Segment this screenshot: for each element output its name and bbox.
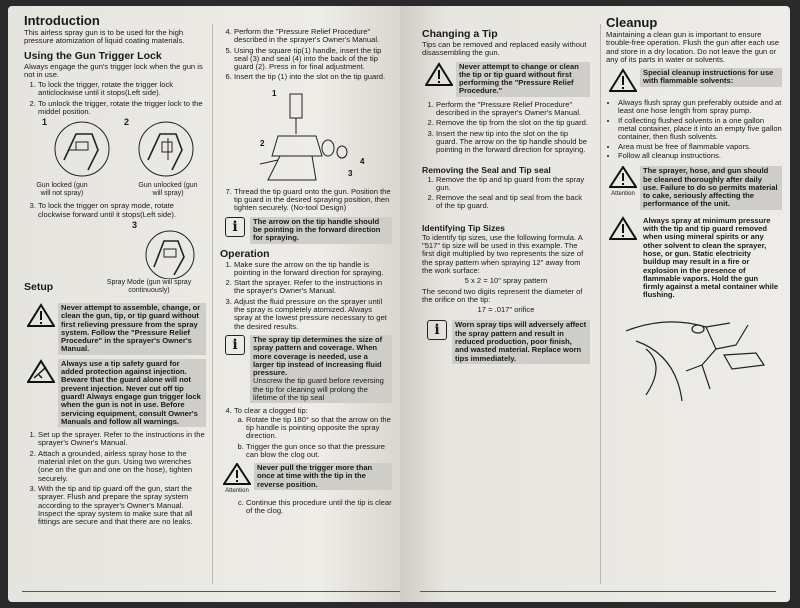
right-column-divider: [600, 24, 601, 584]
spray-mode-figure: [24, 221, 206, 279]
cleanup-bullets: [606, 99, 782, 160]
warning-reverse-text: Never pull the trigger more than once at time with the tip in the reverse position.: [254, 463, 392, 490]
assembly-step-4: 4. Perform the "Pressure Relief Procedure" described in the sprayer's Owner's Manual.: [234, 28, 392, 45]
right-page: [400, 6, 790, 602]
intro-title: Introduction: [24, 13, 100, 28]
cleanup-bullet-1: • Always flush spray gun preferably outside and at least one hose length from spray pump.: [618, 99, 782, 116]
info-arrow-direction: [220, 217, 392, 244]
removing-steps: [422, 176, 590, 211]
attention-icon: [220, 463, 254, 495]
cleanup-bullet-3: • Area must be free of flammable vapors.: [618, 143, 782, 151]
removing-step-1: 1. Remove the tip and tip guard from the spray gun.: [436, 176, 590, 193]
changing-step-3: 3. Insert the new tip into the slot on the tip guard. The arrow on the tip handle should be pointing in the forward direction for spraying.: [436, 130, 590, 155]
info-spray-tip-normal: Unscrew the tip guard before reversing the tip for cleaning will prolong the lifetime of the tip seal: [253, 376, 384, 403]
right-col-1: [422, 28, 590, 368]
info-icon: i: [225, 335, 245, 355]
warning-static-text: Always spray at minimum pressure with the tip and tip guard removed when using mineral spirits or any other solvent to clean the sprayer, hose, or gun. Static electricity buildup may result in a fire or explosion in the presence of flammable vapors. Hold the gun firmly against a metal container while flushing.: [643, 215, 779, 300]
info-spray-tip-bold: The spray tip determines the size of spray pattern and coverage. When more coverage is needed, use a larger tip instead of increasing fluid pressure.: [253, 334, 383, 378]
step-7-list: [220, 188, 392, 213]
gun-unlocked-illustration: [138, 120, 194, 178]
setup-steps: [24, 431, 206, 526]
step-7: 7. Thread the tip guard onto the gun. Position the tip guard in the desired spraying position, then tighten securely. (No-tool Design): [234, 188, 392, 213]
info-spray-tip: [220, 335, 392, 403]
clog-substep-c-list: [220, 499, 392, 516]
spray-mode-illustration: [142, 229, 198, 279]
warning-reverse-trigger: [220, 463, 392, 495]
info-icon: i: [427, 320, 447, 340]
diagram-label-2: 2: [260, 138, 265, 148]
operation-title: Operation: [220, 247, 270, 260]
fig1-number: 1: [42, 117, 48, 128]
cleanup-bullet-2: • If collecting flushed solvents in a one gallon metal container, place it into an empty five gallon container, then flush solvents.: [618, 117, 782, 142]
removing-step-2: 2. Remove the seal and tip seal from the back of the tip guard.: [436, 194, 590, 211]
info-worn-tips-text: Worn spray tips will adversely affect the spray pattern and result in reduced production, poor finish, and wasted material. Replace worn tips immediately.: [452, 320, 590, 363]
operation-step-3: 3. Adjust the fluid pressure on the sprayer until the spray is completely atomized. Always spray at the lowest pressure necessary to get the desired results.: [234, 298, 392, 331]
changing-title: Changing a Tip: [422, 28, 498, 40]
warning-triangle-icon: [606, 216, 640, 243]
lock-text: Always engage the gun's trigger lock when the gun is not in use.: [24, 61, 203, 79]
attention-icon: [606, 166, 640, 198]
lock-step-3: 3. To lock the trigger on spray mode, rotate clockwise forward until it stops(Left side).: [38, 202, 206, 219]
diagram-label-1: 1: [272, 88, 277, 98]
info-worn-tips: [422, 320, 590, 363]
operation-step-2: 2. Start the sprayer. Refer to the instructions in the sprayer's Owner's Manual.: [234, 279, 392, 296]
identify-text-2: The second two digits represent the diameter of the orifice on the tip:: [422, 286, 583, 304]
setup-step-1: 1. Set up the sprayer. Refer to the instructions in the sprayer's Owner's Manual.: [38, 431, 206, 448]
flushing-figure: [606, 305, 782, 405]
diagram-label-4: 4: [360, 156, 365, 166]
fig3-caption: Spray Mode (gun will spray continuously): [106, 278, 192, 294]
changing-step-1: 1. Perform the "Pressure Relief Procedure" described in the sprayer's Owner's Manual.: [436, 101, 590, 118]
fig2-number: 2: [124, 117, 130, 128]
setup-step-3: 3. With the tip and tip guard off the gun, start the sprayer. Flush and prepare the spray system according to the sprayer's Owner's Manual. Inspect the spray system to make sure that all fittings are secure and that there are no leaks.: [38, 485, 206, 526]
warning-flammable: [606, 68, 782, 95]
setup-step-2: 2. Attach a grounded, airless spray hose to the material inlet on the gun. Using two wrenches (one on the gun and one on the hose), tighten securely.: [38, 450, 206, 483]
identify-text-1: To identify tip sizes, use the following formula. A "517" tip size will be used in this example. The first digit multiplied by two represents the size of the spray pattern when spraying 12" away from the work surface:: [422, 232, 584, 275]
fig-captions: [24, 182, 206, 198]
left-col-1: [24, 14, 206, 528]
attention-label: Attention: [611, 191, 635, 198]
fig3-number: 3: [132, 219, 138, 230]
assembly-step-5: 5. Using the square tip(1) handle, insert the tip seal (3) and seal (4) into the back of the tip guard (2). Press in for final adjustment.: [234, 47, 392, 72]
injection-hazard-icon: [24, 359, 58, 386]
intro-text: This airless spray gun is to be used for the high pressure atomization of liquid coating materials.: [24, 28, 185, 46]
warning-assemble: [24, 303, 206, 355]
lock-step-3-list: [24, 202, 206, 219]
left-col-2: [220, 28, 392, 518]
clog-substep-c: c. Continue this procedure until the tip is clear of the clog.: [246, 499, 392, 516]
warning-triangle-icon: [24, 303, 58, 330]
tip-assembly-diagram: [220, 84, 392, 188]
trigger-lock-figures: [24, 118, 206, 178]
changing-step-2: 2. Remove the tip from the slot on the tip guard.: [436, 119, 590, 127]
fig2-caption: Gun unlocked (gun will spray): [138, 182, 198, 198]
clog-step-list: [220, 407, 392, 459]
info-spray-tip-box: [250, 335, 392, 403]
attention-label: Attention: [225, 488, 249, 495]
warning-static: [606, 216, 782, 301]
assembly-step-6: 6. Insert the tip (1) into the slot on the tip guard.: [234, 73, 392, 81]
cleanup-text: Maintaining a clean gun is important to ensure trouble-free operation. Flush the gun after each use and store in a dry location. Do not leave the gun or any of its parts in water or solvents.: [606, 30, 780, 64]
left-bottom-rule: [22, 591, 400, 592]
fig1-caption: Gun locked (gun will not spray): [36, 182, 88, 198]
identify-title: Identifying Tip Sizes: [422, 222, 505, 233]
changing-text: Tips can be removed and replaced easily without disassembling the gun.: [422, 40, 587, 58]
assembly-steps: [220, 28, 392, 82]
right-bottom-rule: [420, 591, 776, 592]
clog-step-4: [234, 407, 392, 459]
warning-triangle-icon: [606, 68, 640, 95]
setup-title: Setup: [24, 280, 54, 293]
diagram-label-3: 3: [348, 168, 353, 178]
operation-step-1: 1. Make sure the arrow on the tip handle is pointing in the forward direction for spraying.: [234, 261, 392, 278]
warning-daily-text: The sprayer, hose, and gun should be cleaned thoroughly after daily use. Failure to do so permits material to cake, seriously affecting the performance of the unit.: [640, 166, 782, 209]
info-arrow-text: The arrow on the tip handle should be pointing in the forward direction for spraying.: [250, 217, 392, 244]
warning-injection: [24, 359, 206, 427]
cleanup-bullet-4: • Follow all cleanup instructions.: [618, 152, 782, 160]
warning-change-tip-text: Never attempt to change or clean the tip or tip guard without first performing the "Pressure Relief Procedure.": [456, 62, 590, 97]
warning-injection-text: Always use a tip safety guard for added protection against injection. Beware that the guard alone will not prevent injection. Never cut off tip guard! Always engage gun trigger lock when the gun is not in use. Before servicing equipment, consult Owner's Manuals and follow all warnings.: [58, 359, 206, 427]
operation-steps: [220, 261, 392, 331]
formula-spray-pattern: 5 x 2 = 10" spray pattern: [464, 276, 548, 286]
warning-assemble-text: Never attempt to assemble, change, or clean the gun, tip, or tip guard without first relieving pressure from the spray system. Follow the "Pressure Relief Procedure" in the sprayer's Owner's Manual.: [58, 303, 206, 355]
info-icon: i: [225, 217, 245, 237]
lock-steps: [24, 81, 206, 116]
tip-assembly-illustration: [220, 84, 392, 188]
changing-steps: [422, 101, 590, 155]
warning-change-tip: [422, 62, 590, 97]
left-column-divider: [212, 24, 213, 584]
warning-triangle-icon: [422, 62, 456, 89]
flushing-gun-illustration: [606, 305, 782, 405]
right-col-2: [606, 16, 782, 405]
formula-orifice: 17 = .017" orifice: [477, 305, 535, 315]
warning-daily-cleaning: [606, 166, 782, 209]
clog-substeps: [234, 416, 392, 459]
gun-locked-illustration: [54, 120, 110, 178]
removing-title: Removing the Seal and Tip seal: [422, 164, 551, 175]
lock-step-2: 2. To unlock the trigger, rotate the trigger lock to the middel position.: [38, 100, 206, 117]
lock-step-1: 1. To lock the trigger, rotate the trigger lock anticlockwise until it stops(Left side).: [38, 81, 206, 98]
cleanup-title: Cleanup: [606, 15, 658, 30]
clog-substep-b: b. Trigger the gun once so that the pressure can blow the clog out.: [246, 443, 392, 460]
clog-step-4-text: To clear a clogged tip:: [234, 406, 308, 416]
lock-title: Using the Gun Trigger Lock: [24, 49, 162, 62]
warning-flammable-text: Special cleanup instructions for use with flammable solvents:: [640, 68, 782, 87]
left-page: [8, 6, 400, 602]
setup-row: [24, 279, 206, 299]
clog-substep-a: a. Rotate the tip 180° so that the arrow on the tip handle is pointing opposite the spray direction.: [246, 416, 392, 441]
